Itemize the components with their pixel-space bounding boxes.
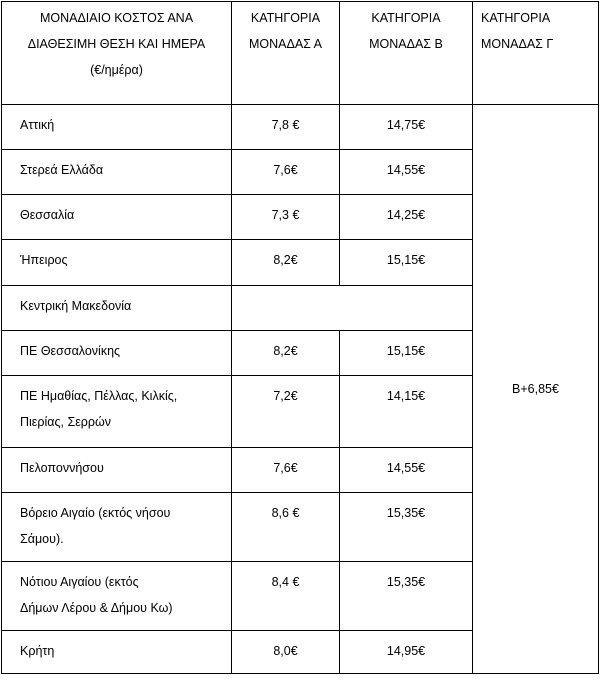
header-category-a: ΚΑΤΗΓΟΡΙΑ ΜΟΝΑΔΑΣ Α [232, 2, 340, 105]
header-row [2, 2, 599, 105]
region-label: Πιερίας, Σερρών [20, 415, 111, 429]
category-a-value: 7,8 € [232, 105, 340, 150]
region-cell [2, 240, 232, 286]
region-label: Νότιου Αιγαίου (εκτός [20, 575, 139, 589]
empty-cell [232, 286, 473, 331]
category-b-value: 14,55€ [340, 448, 473, 493]
region-label: Δήμων Λέρου & Δήμου Κω) [20, 601, 173, 615]
header-category-g: ΚΑΤΗΓΟΡΙΑ ΜΟΝΑΔΑΣ Γ [473, 2, 599, 105]
region-cell [2, 493, 232, 562]
category-b-value: 14,75€ [340, 105, 473, 150]
header-cost-per-place: ΜΟΝΑΔΙΑΙΟ ΚΟΣΤΟΣ ΑΝΑ ΔΙΑΘΕΣΙΜΗ ΘΕΣΗ ΚΑΙ ΗΜΕΡΑ (€/ημέρα) [2, 2, 232, 105]
table-row [2, 105, 599, 150]
category-b-value: 14,95€ [340, 631, 473, 674]
region-label: Στερεά Ελλάδα [20, 163, 104, 177]
region-cell [2, 448, 232, 493]
header-category-b: ΚΑΤΗΓΟΡΙΑ ΜΟΝΑΔΑΣ Β [340, 2, 473, 105]
region-label: ΠΕ Θεσσαλονίκης [20, 344, 121, 358]
region-label: Κρήτη [20, 644, 55, 658]
region-label: Πελοποννήσου [20, 461, 104, 475]
unit-cost-table [1, 1, 599, 674]
region-label: Βόρειο Αιγαίο (εκτός νήσου [20, 506, 171, 520]
category-b-value: 14,25€ [340, 195, 473, 240]
region-cell [2, 331, 232, 376]
category-a-value: 8,0€ [232, 631, 340, 674]
category-a-value: 8,2€ [232, 240, 340, 286]
region-cell [2, 195, 232, 240]
region-label: Θεσσαλία [20, 208, 75, 222]
region-label: ΠΕ Ημαθίας, Πέλλας, Κιλκίς, [20, 389, 178, 403]
category-g-value: Β+6,85€ [473, 105, 599, 674]
region-cell [2, 150, 232, 195]
category-b-value: 15,15€ [340, 240, 473, 286]
category-a-value: 7,3 € [232, 195, 340, 240]
category-b-value: 15,35€ [340, 562, 473, 631]
region-label: Ήπειρος [20, 253, 68, 267]
region-label: Αττική [20, 118, 55, 132]
category-a-value: 7,2€ [232, 376, 340, 448]
category-a-value: 7,6€ [232, 150, 340, 195]
category-b-value: 15,15€ [340, 331, 473, 376]
region-cell [2, 562, 232, 631]
region-cell [2, 286, 232, 331]
category-a-value: 8,2€ [232, 331, 340, 376]
region-cell [2, 376, 232, 448]
category-a-value: 8,6 € [232, 493, 340, 562]
category-a-value: 8,4 € [232, 562, 340, 631]
region-label: Κεντρική Μακεδονία [20, 299, 132, 313]
region-label: Σάμου). [20, 532, 64, 546]
region-cell [2, 105, 232, 150]
category-b-value: 15,35€ [340, 493, 473, 562]
region-cell [2, 631, 232, 674]
category-b-value: 14,15€ [340, 376, 473, 448]
category-b-value: 14,55€ [340, 150, 473, 195]
category-a-value: 7,6€ [232, 448, 340, 493]
